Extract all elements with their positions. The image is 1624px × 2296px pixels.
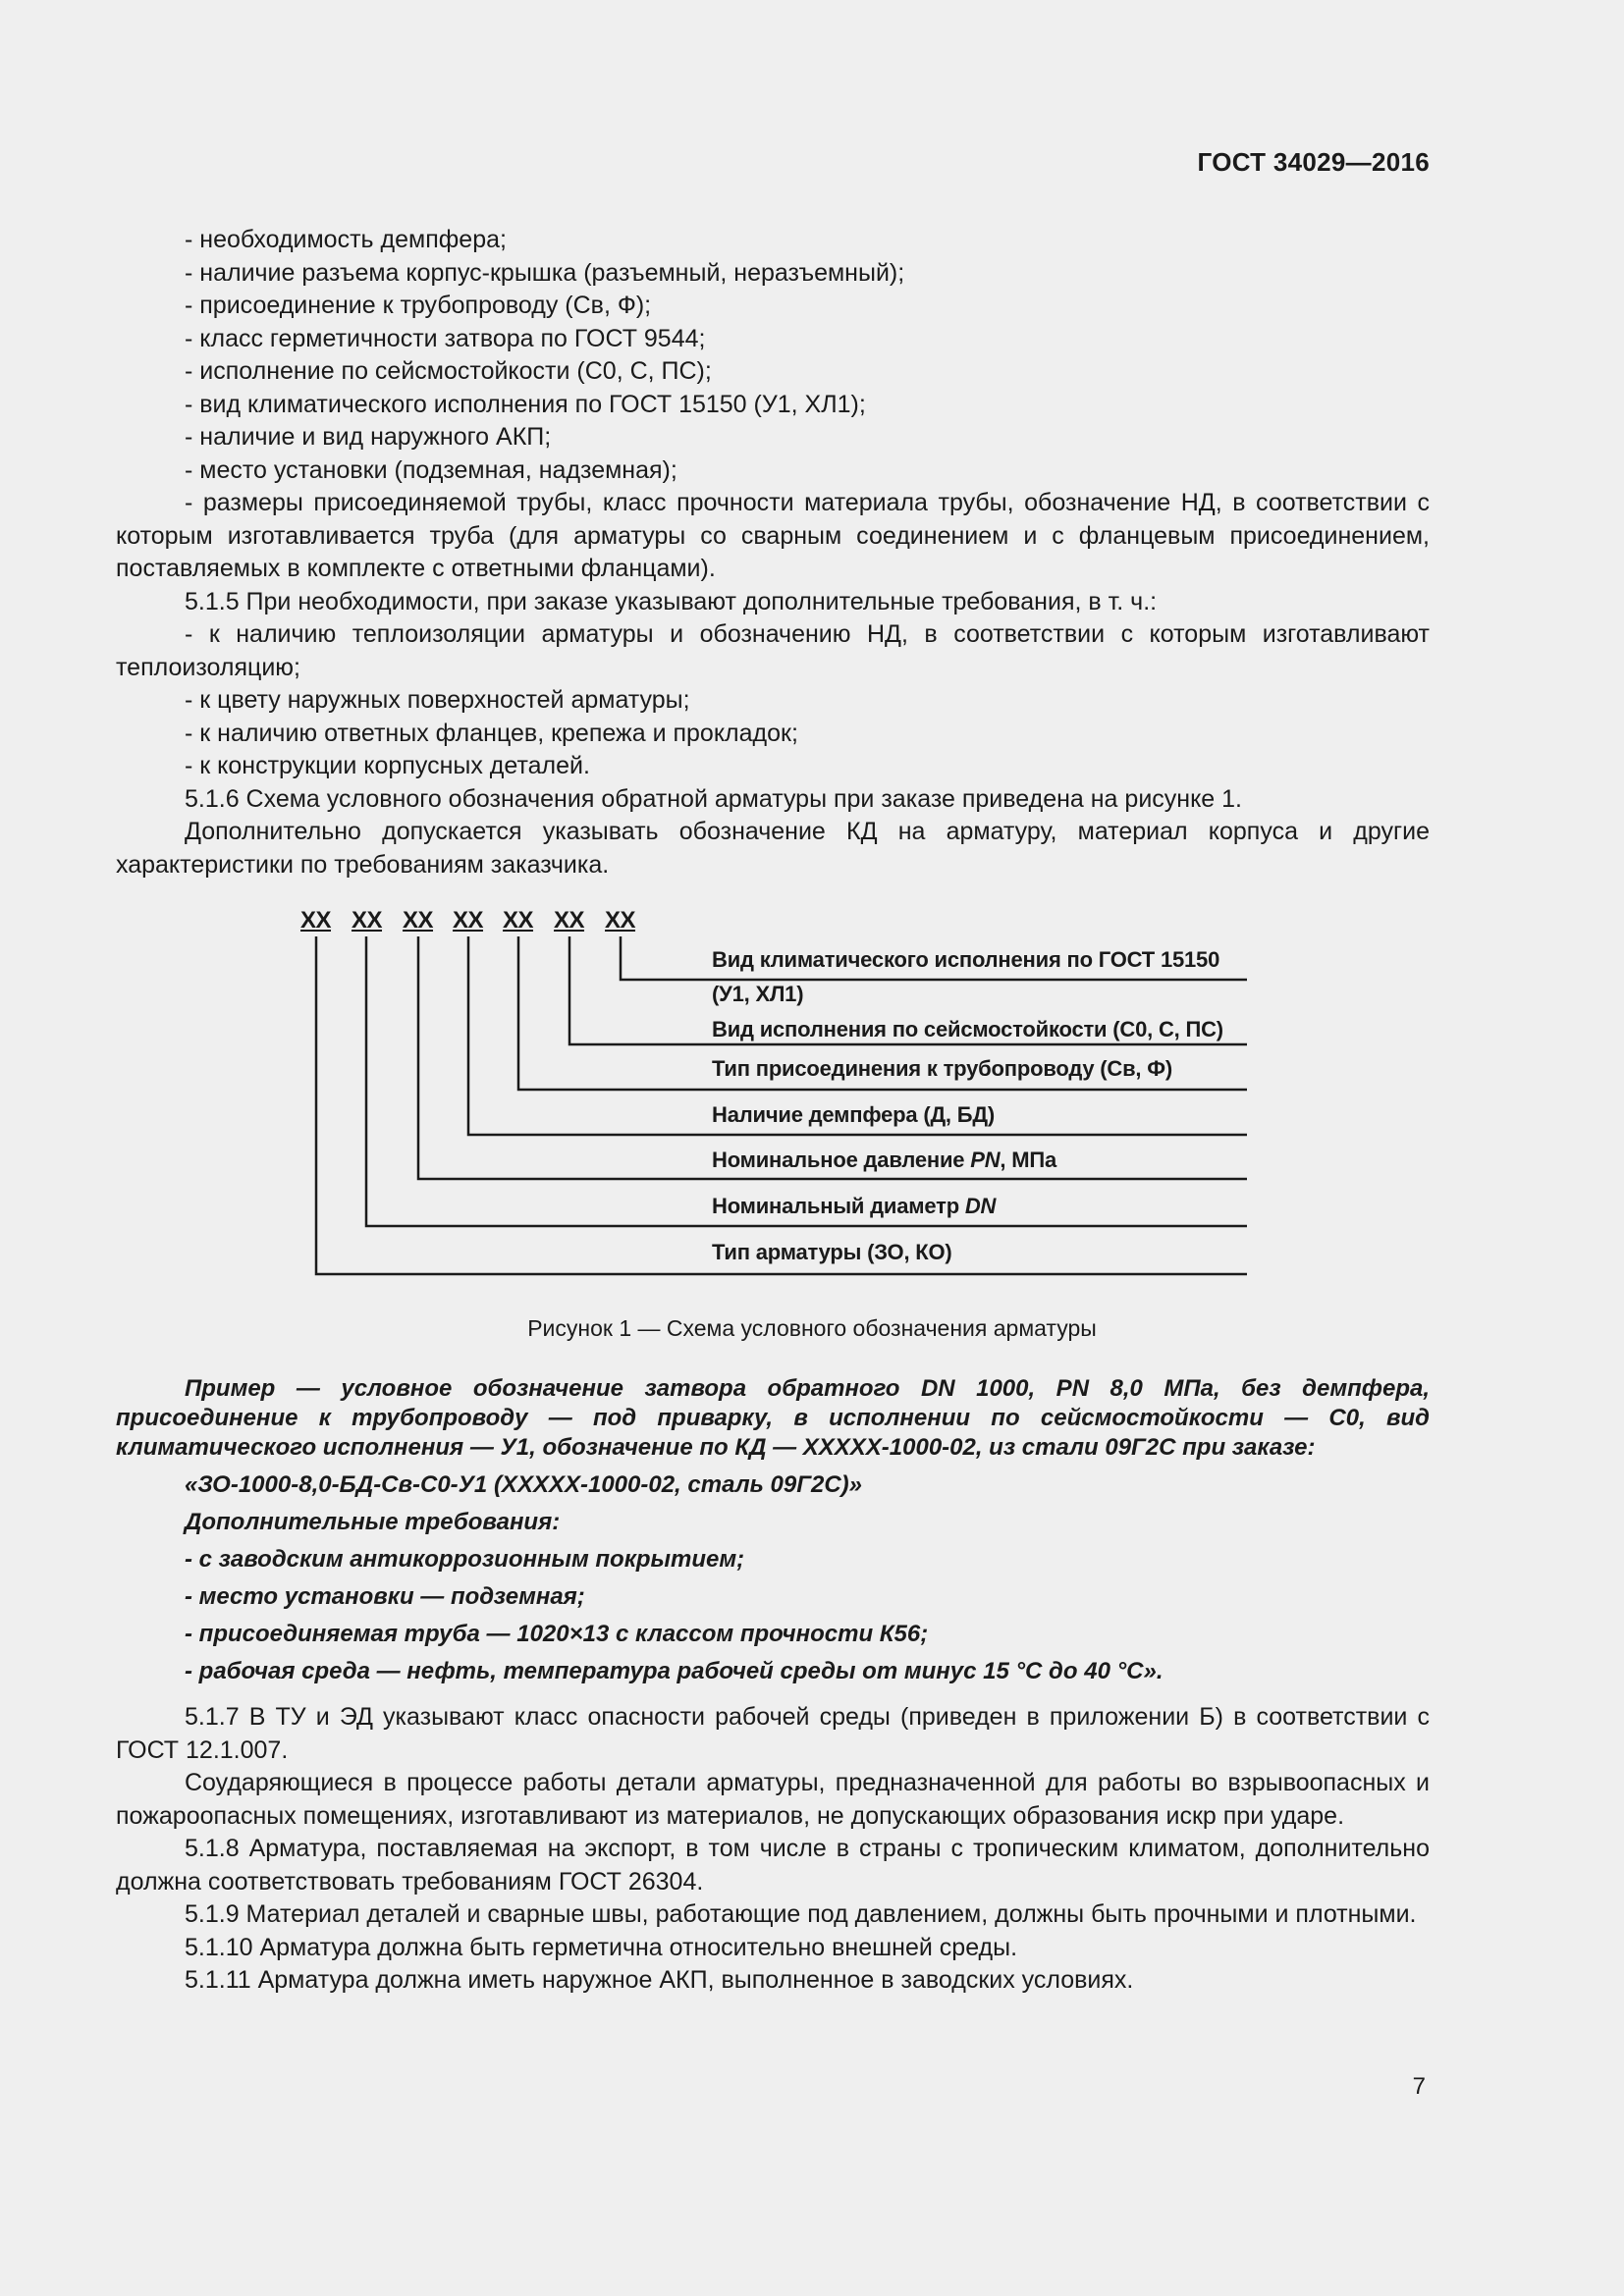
label-pressure: Номинальное давление PN, МПа (712, 1148, 1057, 1172)
example-item: - рабочая среда — нефть, температура рабочей среды от минус 15 °С до 40 °С». (185, 1658, 1164, 1684)
example-intro: Пример — условное обозначение затвора обратного DN 1000, PN 8,0 МПа, без демпфера, присоединение к трубопроводу — под приварку, в исполнении по сейсмостойкости — С0, вид климатического исполнения — У1, обозначение по КД — ХХХХХ-1000-02, из стали 09Г2С при заказе: (116, 1375, 1430, 1461)
paragraph-5-1-7-note: Соударяющиеся в процессе работы детали арматуры, предназначенной для работы во взрывоопасных и пожароопасных помещениях, изготавливают из материалов, не допускающих образования искр при ударе. (116, 1769, 1430, 1830)
code-position-4: ХХ (453, 907, 484, 934)
list-item: - класс герметичности затвора по ГОСТ 9544; (185, 324, 706, 352)
example-extra-title: Дополнительные требования: (185, 1509, 561, 1535)
main-text (116, 224, 1430, 881)
list-item: - наличие разъема корпус-крышка (разъемный, неразъемный); (185, 258, 905, 287)
list-item: - наличие и вид наружного АКП; (185, 423, 552, 451)
example-item: - с заводским антикоррозионным покрытием; (185, 1546, 745, 1573)
tail-text (116, 1701, 1430, 1998)
list-item: - к наличию ответных фланцев, крепежа и прокладок; (185, 719, 798, 747)
example-item: - присоединяемая труба — 1020×13 с классом прочности К56; (185, 1621, 929, 1647)
paragraph-5-1-9: 5.1.9 Материал деталей и сварные швы, работающие под давлением, должны быть прочными и плотными. (185, 1900, 1417, 1928)
paragraph-5-1-11: 5.1.11 Арматура должна иметь наружное АКП, выполненное в заводских условиях. (185, 1966, 1134, 1994)
code-position-2: ХХ (352, 907, 383, 934)
example-block (116, 1374, 1430, 1686)
paragraph-5-1-5: 5.1.5 При необходимости, при заказе указывают дополнительные требования, в т. ч.: (185, 587, 1158, 615)
paragraph-5-1-6-note: Дополнительно допускается указывать обозначение КД на арматуру, материал корпуса и другие характеристики по требованиям заказчика. (116, 818, 1430, 879)
code-position-5: ХХ (503, 907, 534, 934)
list-item: - место установки (подземная, надземная); (185, 455, 677, 484)
code-position-7: ХХ (605, 907, 636, 934)
code-position-1: ХХ (300, 907, 332, 934)
label-connection: Тип присоединения к трубопроводу (Св, Ф) (712, 1056, 1172, 1081)
code-position-3: ХХ (403, 907, 434, 934)
paragraph-5-1-6: 5.1.6 Схема условного обозначения обратной арматуры при заказе приведена на рисунке 1. (185, 784, 1243, 813)
list-item: - размеры присоединяемой трубы, класс прочности материала трубы, обозначение НД, в соответствии с которым изготавливается труба (для арматуры со сварным соединением и с фланцевым присоединением, поставляемых в комплекте с ответными фланцами). (116, 489, 1430, 582)
paragraph-5-1-8: 5.1.8 Арматура, поставляемая на экспорт, в том числе в страны с тропическим климатом, дополнительно должна соответствовать требованиям ГОСТ 26304. (116, 1835, 1430, 1896)
list-item: - к цвету наружных поверхностей арматуры; (185, 686, 690, 714)
example-item: - место установки — подземная; (185, 1583, 585, 1610)
label-valve-type: Тип арматуры (ЗО, КО) (712, 1240, 952, 1264)
list-item: - присоединение к трубопроводу (Св, Ф); (185, 292, 652, 319)
document-code: ГОСТ 34029—2016 (1197, 147, 1430, 177)
label-seismic: Вид исполнения по сейсмостойкости (С0, С, ПС) (712, 1017, 1223, 1041)
list-item: - исполнение по сейсмостойкости (С0, С, ПС); (185, 357, 712, 385)
list-item: - вид климатического исполнения по ГОСТ 15150 (У1, ХЛ1); (185, 390, 866, 418)
figure-caption: Рисунок 1 — Схема условного обозначения арматуры (527, 1315, 1097, 1341)
page-number: 7 (1412, 2073, 1426, 2100)
label-damper: Наличие демпфера (Д, БД) (712, 1102, 995, 1127)
label-climate-values: (У1, ХЛ1) (712, 982, 804, 1006)
designation-scheme-figure (295, 901, 1276, 1289)
label-climate: Вид климатического исполнения по ГОСТ 15150 (712, 947, 1220, 972)
list-item: - к наличию теплоизоляции арматуры и обозначению НД, в соответствии с которым изготавливают теплоизоляцию; (116, 620, 1430, 681)
paragraph-5-1-7: 5.1.7 В ТУ и ЭД указывают класс опасности рабочей среды (приведен в приложении Б) в соответствии с ГОСТ 12.1.007. (116, 1703, 1430, 1764)
label-diameter: Номинальный диаметр DN (712, 1194, 997, 1218)
code-position-6: ХХ (554, 907, 585, 934)
list-item: - необходимость демпфера; (185, 226, 507, 253)
list-item: - к конструкции корпусных деталей. (185, 752, 590, 779)
paragraph-5-1-10: 5.1.10 Арматура должна быть герметична относительно внешней среды. (185, 1933, 1018, 1961)
example-designation: «ЗО-1000-8,0-БД-Св-С0-У1 (ХХХХХ-1000-02, сталь 09Г2С)» (185, 1471, 862, 1498)
